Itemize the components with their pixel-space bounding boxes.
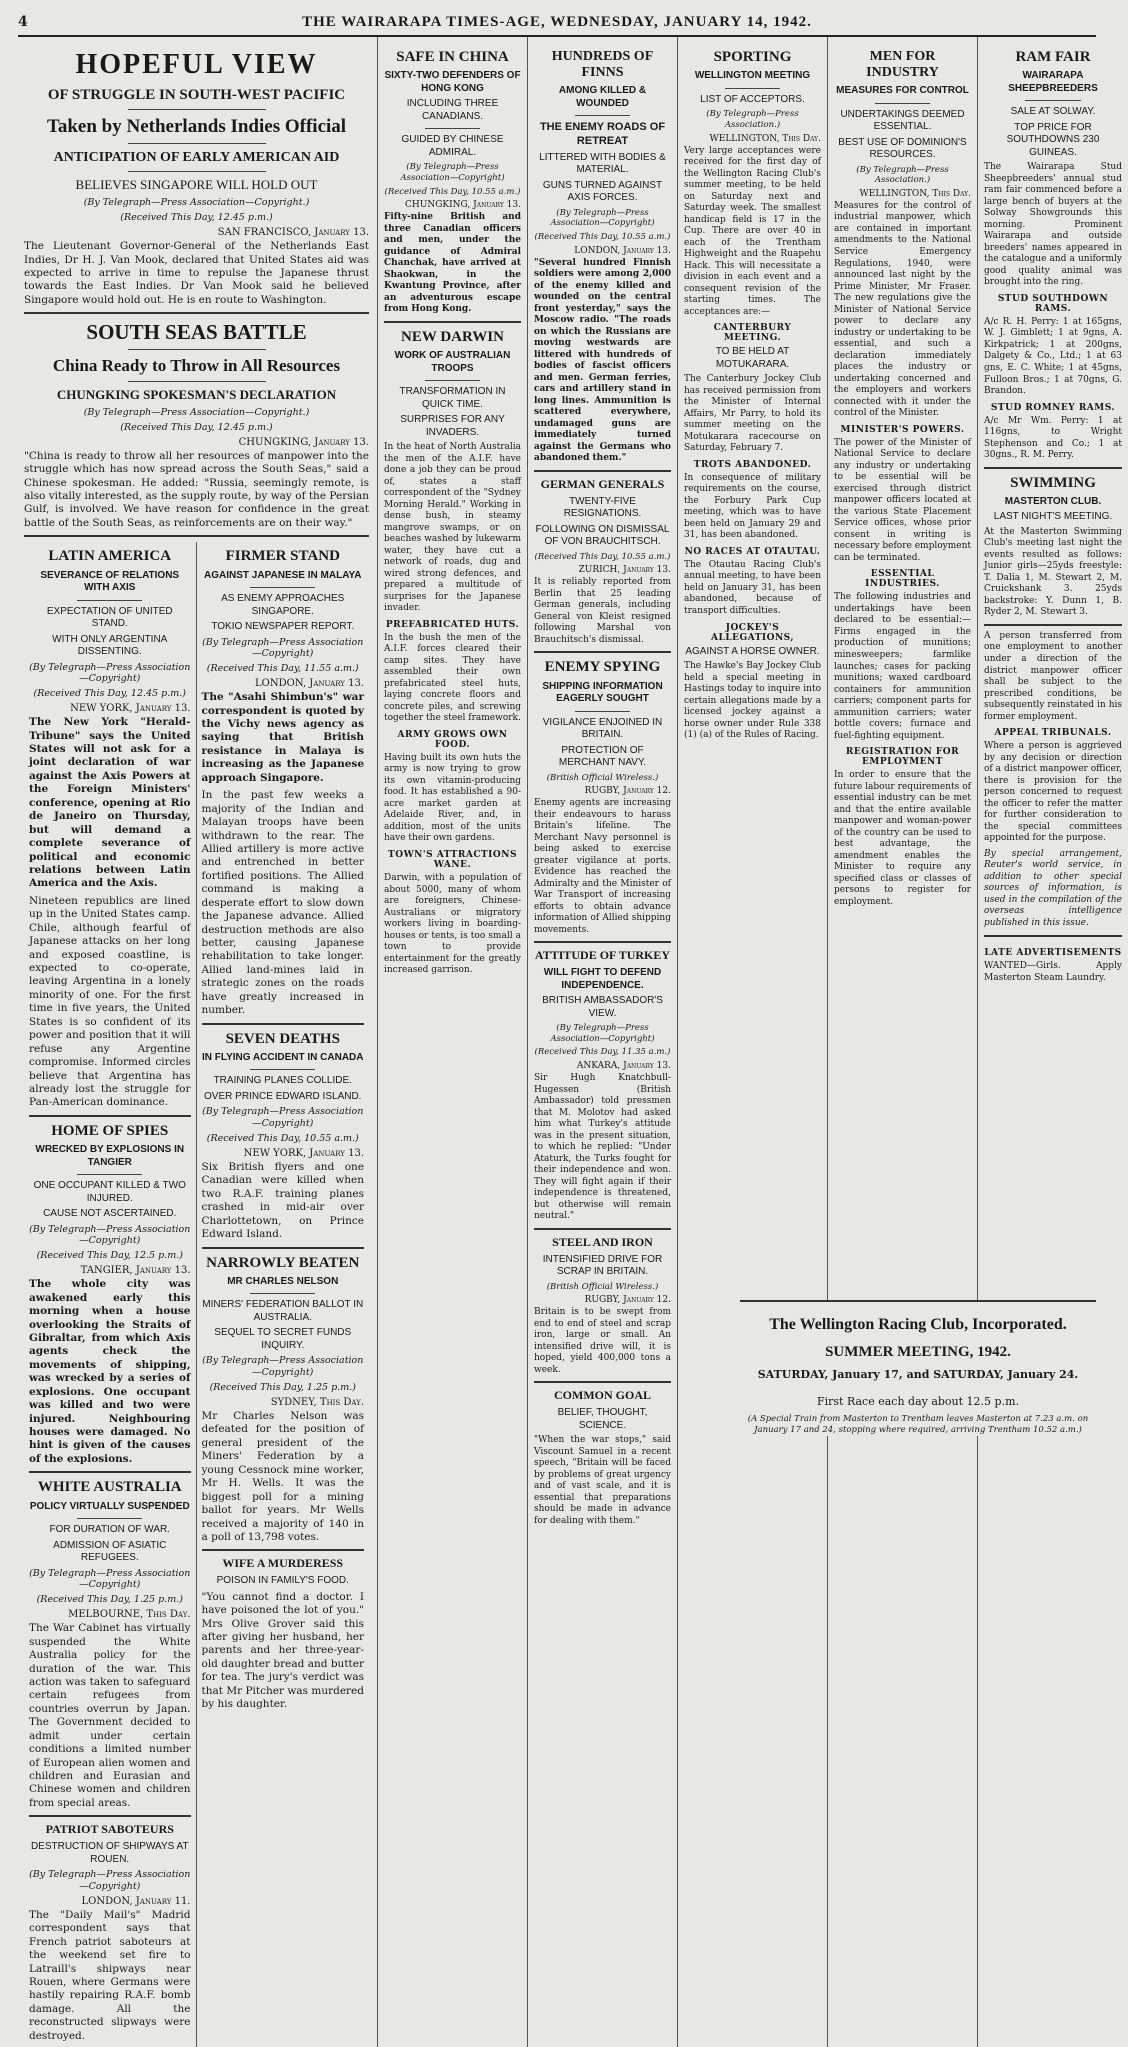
deck: WELLINGTON MEETING [694,70,811,82]
sub-column-right [197,542,370,2047]
credit: (By Telegraph—Press Association—Copyright) [29,1223,191,1247]
received: (Received This Day, 10.55 a.m.) [206,1133,359,1145]
late-ads-heading: LATE ADVERTISEMENTS [984,948,1122,959]
body: In the past few weeks a majority of the Indian and Malayan troops have been withdrawn to the rear. The Allied artillery is more active and entrenched in better fortified positions. The Allied command is making a desperate effort to slow down the Japanese advance. Allied destruction methods are also better, causing Japanese rehabilitation to take longer. Allied land-mines laid in strategic zones on the roads have greatly increased in number. [201,789,364,1017]
deck: EXPECTATION OF UNITED STAND. [46,605,173,629]
body: The Otautau Racing Club's annual meeting, to have been held on January 31, has been abandoned, because of transport difficulties. [684,559,821,616]
deck: IN FLYING ACCIDENT IN CANADA [202,1051,364,1063]
subheading: TROTS ABANDONED. [693,459,812,470]
deck: VIGILANCE ENJOINED IN BRITAIN. [542,716,663,741]
received: (Received This Day, 12.45 p.m.) [33,688,186,700]
lead-paragraph: The New York "Herald-Tribune" says the United States will not ask for a joint declaration of war against the Axis Powers at the Foreign Ministers' conference, opening at Rio de Janeiro on Thursday, but will demand a complete severance of political and economic relations between Latin America and the Axis. [29,716,191,890]
deck: ADMISSION OF ASIATIC REFUGEES. [53,1539,167,1564]
credit: (British Official Wireless.) [546,772,659,783]
credit: (By Telegraph—Press Association—Copyright) [202,636,364,660]
received: (Received This Day, 12.45 p.m.) [120,421,273,433]
headline: FIRMER STAND [225,548,340,565]
deck: AGAINST JAPANESE IN MALAYA [204,569,362,581]
received: (Received This Day, 12.5 p.m.) [36,1250,183,1262]
credit: (By Telegraph—Press Association—Copyright) [202,1106,364,1130]
deck: POLICY VIRTUALLY SUSPENDED [29,1500,190,1512]
body: Nineteen republics are lined up in the United States camp. Chile, although fearful of Japanese attacks on her long and exposed coastline, is expected to co-operate, leaving Argentina in a lonely minority of one. For the first time in five years, the United States is so confident of its power and position that it will refuse any Argentine compromise. Informed circles believe that Argentina has already lost the struggle for Pan-American dominance. [29,894,191,1109]
body: Very large acceptances were received for the first day of the Wellington Racing Club's summer meeting, to be held on Saturday next and Saturday week. The smallest handicap field is 17 in the Cup. There are over 40 in each of the Trentham Highweight and the Ruapehu Hack. This will necessitate a division in each event and a consequent revision of the starting times. The acceptances are:— [684,145,821,317]
sub-columns [24,542,369,2047]
deck: INCLUDING THREE CANADIANS. [406,98,499,122]
body: The Wairarapa Stud Sheepbreeders' annual stud ram fair commenced before a large bench of buyers at the Solway Showgrounds this morning. Prominent Wairarapa and outside breeders' names appeared in the catalogue and a uniformly good quality animal was brought into the ring. [984,162,1122,288]
dateline: LONDON, January 11. [81,1895,191,1907]
article-white-australia [29,1479,191,1810]
deck: ANTICIPATION OF EARLY AMERICAN AID [53,150,340,166]
subheading: NO RACES AT OTAUTAU. [684,546,821,557]
headline: NARROWLY BEATEN [206,1254,360,1271]
reuters-note: By special arrangement, Reuter's world service, in addition to other special sources of information, is used in the compilation of the overseas intelligence published in this issue. [984,848,1122,928]
dateline: CHUNGKING, January 13. [238,436,369,448]
body: A person transferred from one employment to another under a direction of the district manpower officer shall be subject to the prescribed conditions, be subsequently reinstated in his former employment. [984,630,1122,722]
credit: (By Telegraph—Press Association—Copyright) [29,661,191,685]
article-sporting [684,49,821,742]
article-hundreds-of-finns [534,49,671,465]
dateline: SAN FRANCISCO, January 13. [217,227,369,239]
credit: (By Telegraph—Press Association.) [706,109,799,130]
ad-title: The Wellington Racing Club, Incorporated. [769,1316,1067,1333]
deck: PROTECTION OF MERCHANT NAVY. [558,744,647,769]
dateline: LONDON, January 13. [255,678,364,690]
deck: WITH ONLY ARGENTINA DISSENTING. [52,633,168,657]
lead-column [18,37,378,2047]
headline: MEN FOR INDUSTRY [866,49,939,81]
column-5 [828,37,978,2047]
column-2 [378,37,528,2047]
sub-column-left [24,542,197,2047]
headline: PATRIOT SABOTEURS [45,1822,174,1837]
article-safe-in-china [384,49,521,316]
article-steel-and-iron [534,1236,671,1377]
deck: TOP PRICE FOR SOUTHDOWNS 230 GUINEAS. [1006,121,1100,158]
body: "China is ready to throw all her resources of manpower into the struggle which has now spread across the South Seas," said a Chinese spokesman. He added: "Russia, seemingly remote, is also vitally interested, as the supply route, by way of the Persian Gulf, is involved. We have reason for confidence in the great battle of the South Seas, as reinforcements are on their way." [24,449,369,529]
article-home-of-spies [29,1123,191,1467]
body: The Hawke's Bay Jockey Club held a special meeting in Hastings today to inquire into certain allegations made by a licensed jockey against a horse owner under Rule 338 (1) (a) of the Rules of Racing. [684,661,821,741]
dateline: CHUNGKING, January 13. [405,200,521,211]
deck: BELIEVES SINGAPORE WILL HOLD OUT [75,177,318,193]
body: Having built its own huts the army is now trying to grow its own vitamin-producing food. It has established a 90-acre market garden at Adelaide River, and, in addition, most of the units have their own gardens. [384,752,521,844]
headline: GERMAN GENERALS [540,476,665,491]
body: Measures for the control of industrial manpower, which are contained in important amendments to the National Service Emergency Regulations, 1940, were announced last night by the Prime Minister, Mr Fraser. The new regulations give the Minister of National Service power to declare any industry or undertaking to be essential, and such a declaration immediately places the industry or undertaking concerned and the employers and workers connected with it under the control of the Minister. [834,200,971,419]
body: A/c Mr Wm. Perry: 1 at 116gns, to Wright Stephenson and Co.; 1 at 30gns., R. M. Perry. [984,415,1122,461]
deck: UNDERTAKINGS DEEMED ESSENTIAL. [840,108,965,133]
deck: FOR DURATION OF WAR. [49,1524,171,1536]
article-narrowly-beaten [202,1255,365,1545]
subheading: CANTERBURY MEETING. [713,323,792,344]
subheading: APPEAL TRIBUNALS. [994,728,1112,739]
dateline: RUGBY, January 12. [584,1295,671,1306]
received: (Received This Day, 11.55 a.m.) [206,663,359,675]
subheading: ARMY GROWS OWN FOOD. [397,729,508,750]
deck: LIST OF ACCEPTORS. [700,93,805,105]
credit: (By Telegraph—Press Association—Copyright.) [83,406,310,418]
body: In the bush the men of the A.I.F. forces cleared their camp sites. They have assembled their own prefabricated steel huts, laying concrete floors and concrete piles, and screwing together the steel framework. [384,632,521,724]
deck: OF STRUGGLE IN SOUTH-WEST PACIFIC [47,87,346,104]
deck: LAST NIGHT'S MEETING. [993,511,1113,523]
deck: BELIEF, THOUGHT, SCIENCE. [557,1407,648,1431]
received: (Received This Day, 1.25 p.m.) [36,1594,183,1606]
deck: TRANSFORMATION IN QUICK TIME. [399,386,506,410]
headline: SAFE IN CHINA [396,49,509,65]
dateline: TANGIER, January 13. [80,1265,191,1277]
page-number: 4 [18,14,28,30]
deck: SHIPPING INFORMATION EAGERLY SOUGHT [542,680,663,705]
body: The Canterbury Jockey Club has received permission from the Minister of Internal Affairs, Mr Parry, to hold its summer meeting on the Motukarara racecourse on Saturday, February 7. [684,374,821,454]
body: The Lieutenant Governor-General of the Netherlands East Indies, Dr H. J. Van Mook, declared that United States aid was expected to arrive in time to repulse the Japanese thrust towards the East Indies. Dr Van Mook said he believed Singapore would hold out. He is en route to Washington. [24,240,369,306]
received: (Received This Day, 10.55 a.m.) [534,551,671,562]
deck: OVER PRINCE EDWARD ISLAND. [204,1090,362,1102]
dateline: NEW YORK, January 13. [70,703,191,715]
deck: CAUSE NOT ASCERTAINED. [43,1208,177,1220]
headline: ENEMY SPYING [544,659,661,676]
deck: INTENSIFIED DRIVE FOR SCRAP IN BRITAIN. [542,1253,663,1278]
deck: TOKIO NEWSPAPER REPORT. [211,621,355,632]
article-attitude-of-turkey [534,949,671,1222]
body: Britain is to be swept from end to end of steel and scrap iron, large or small. An intensified drive will, it is hoped, yield 400,000 tons a week. [534,1307,671,1375]
received: (Received This Day, 10.55 a.m.) [534,231,671,242]
article-seven-deaths [202,1031,365,1242]
headline: LATIN AMERICA [48,548,172,565]
deck: AMONG KILLED & WOUNDED [558,85,647,109]
body: At the Masterton Swimming Club's meeting last night the events resulted as follows: Junior girls—25yds freestyle: T. Dalia 1, M. Stewart 2, M. Cruickshank 3. 25yds backstroke: Y. Dunn 1, B. Ryder 2, M. Stewart 3. [984,526,1122,618]
body: Fifty-nine British and three Canadian officers and men, under the guidance of Admiral Chanchak, have arrived at Shaokwan, in the Kwantung Province, after an adventurous escape from Hong Kong. [384,212,521,315]
headline: SEVEN DEATHS [225,1030,340,1047]
dateline: ANKARA, January 13. [576,1061,671,1072]
article-german-generals [534,478,671,647]
article-common-goal [534,1389,671,1527]
body: "When the war stops," said Viscount Samuel in a recent speech, "Britain will be faced by problems of great urgency and of vast scale, and it is essential that preparations should be made in advance for dealing with them." [534,1435,671,1526]
body: The power of the Minister of National Service to declare any industry or undertaking to be essential will be exercised through district manpower officers located at the various State Placement Service offices, whose prior consent in writing is necessary before employment can be terminated. [834,437,971,563]
body: Mr Charles Nelson was defeated for the position of general president of the Miners' Federation by a young Cessnock mine worker, Mr H. Wells. It was the biggest poll for a mining ballot for years. Mr Wells received a majority of 140 in a poll of 13,798 votes. [201,1410,364,1543]
headline: SWIMMING [1010,474,1096,491]
deck: TWENTY-FIVE RESIGNATIONS. [563,495,642,520]
body: "Several hundred Finnish soldiers were among 2,000 of the enemy killed and wounded on the central front yesterday," says the Moscow radio. "The roads on which the Russians are moving westwards are littered with hundreds of bodies of fascist officers and men. German ferries, cars and artillery stand in long lines. Ammunition is scattered everywhere, undamaged guns are immediately turned against the Germans who abandoned them." [534,257,671,464]
deck: GUNS TURNED AGAINST AXIS FORCES. [542,179,663,204]
headline: HOPEFUL VIEW [75,49,318,80]
body: In order to ensure that the future labour requirements of essential industry can be met and that the entire available manpower and woman-power of the country can be used to best advantage, the amendment enables the Minister to require any specified class or classes of persons to register for employment. [834,770,971,907]
dateline: LONDON, January 13. [574,245,671,256]
deck: THE ENEMY ROADS OF RETREAT [539,121,666,147]
subheading: STUD ROMNEY RAMS. [990,402,1116,413]
subheading: ESSENTIAL INDUSTRIES. [865,569,940,590]
deck: TRAINING PLANES COLLIDE. [213,1075,352,1087]
deck: SIXTY-TWO DEFENDERS OF HONG KONG [384,70,521,94]
deck: SEQUEL TO SECRET FUNDS INQUIRY. [214,1327,352,1351]
body: In consequence of military requirements on the course, the Forbury Park Cup meeting, which was to have been held on January 29 and 31, has been abandoned. [684,472,821,541]
received: (Received This Day, 12.45 p.m.) [120,212,273,224]
dateline: MELBOURNE, This Day. [68,1609,191,1621]
credit: (British Official Wireless.) [546,1281,659,1292]
deck: SURPRISES FOR ANY INVADERS. [400,414,505,438]
article-enemy-spying [534,659,671,936]
headline: HOME OF SPIES [51,1122,169,1139]
masthead [18,14,1096,37]
received: (Received This Day, 11.35 a.m.) [534,1047,671,1058]
headline: HUNDREDS OF FINNS [551,49,654,81]
deck: AGAINST A HORSE OWNER. [685,645,820,657]
lead-paragraph: The whole city was awakened early this morning when a house overlooking the Straits of Gibraltar, from which Axis agents check the movements of shipping, was wrecked by a series of explosions. One occupant was killed and two were injured. Neighbouring houses were damaged. No hint is given of the causes of the explosions. [29,1278,191,1465]
deck: DESTRUCTION OF SHIPWAYS AT ROUEN. [30,1841,189,1865]
deck: MR CHARLES NELSON [227,1275,339,1287]
body: Sir Hugh Knatchbull-Hugessen (British Ambassador) told pressmen that M. Molotov had asked him what Turkey's attitude was in the present situation, to which he replied: "Under Ataturk, the Turks fought for their independence and won. They will fight again if their independence is threatened, but otherwise will remain neutral." [534,1073,671,1222]
headline: ATTITUDE OF TURKEY [534,948,671,963]
subheading: TOWN'S ATTRACTIONS WANE. [388,850,517,870]
body: It is reliably reported from Berlin that 25 leading German generals, including General von Kleist resigned following Marshal von Brauchitsch's dismissal. [534,577,671,645]
received: (Received This Day, 10.55 a.m.) [384,186,521,197]
received: (Received This Day, 1.25 p.m.) [209,1382,356,1394]
deck: Taken by Netherlands Indies Official [46,116,347,138]
article-firmer-stand [202,548,365,1017]
headline: NEW DARWIN [401,328,504,345]
deck: BRITISH AMBASSADOR'S VIEW. [542,995,663,1019]
subheading: PREFABRICATED HUTS. [385,619,520,630]
column-4 [678,37,828,2047]
article-latin-america [29,548,191,1110]
headline: SOUTH SEAS BATTLE [86,320,307,345]
ad-meeting: SUMMER MEETING, 1942. [825,1344,1011,1361]
deck: FOLLOWING ON DISMISSAL OF VON BRAUCHITSCH. [535,523,670,548]
dateline: SYDNEY, This Day. [270,1397,364,1408]
deck: TO BE HELD AT MOTUKARARA. [715,346,790,370]
body: Where a person is aggrieved by any decision or direction of a district manpower officer, there is provision for the person concerned to request the officer to refer the matter for further consideration to the special committees appointed for the purpose. [984,741,1122,844]
deck: AS ENEMY APPROACHES SINGAPORE. [221,593,345,617]
headline: STEEL AND IRON [552,1234,653,1249]
article-ram-fair [984,49,1122,462]
article-men-for-industry [834,49,971,908]
deck: BEST USE OF DOMINION'S RESOURCES. [838,136,967,161]
credit: (By Telegraph—Press Association—Copyright) [400,162,505,183]
article-south-seas-battle [24,320,369,530]
body: A/c R. H. Perry: 1 at 165gns, W. J. Gimblett; 1 at 9gns, A. Kirkpatrick; 1 at 200gns, Dalgety & Co., Ltd.; 1 at 63 gns, E. C. White; 1 at 45gns, Fulloon Bros.; 1 at 70gns, G. Brandon. [984,316,1122,397]
deck: MASTERTON CLUB. [1004,495,1102,507]
deck: SALE AT SOLWAY. [1010,106,1096,118]
ad-train: (A Special Train from Masterton to Trentham leaves Masterton at 7.23 a.m. on January 17 and 24, stopping where required, arriving Trentham 10.52 a.m.) [747,1413,1089,1435]
article-wife-murderess [202,1557,365,1711]
subheading: REGISTRATION FOR EMPLOYMENT [845,747,960,768]
article-patriot-saboteurs [29,1823,191,2043]
subheading: MINISTER'S POWERS. [840,424,965,435]
body: "You cannot find a doctor. I have poisoned the lot of you." Mrs Olive Grover said this after giving her husband, her parents and her three-year-old daughter bread and butter for tea. The jury's verdict was that Mr Pitcher was murdered by his daughter. [201,1590,364,1711]
column-3 [528,37,678,2047]
body: The "Daily Mail's" Madrid correspondent says that French patriot saboteurs at the weekend set fire to Latraill's shipways near Rouen, where Germans were hastily repairing R.A.F. bomb damage. All the reconstructed slipways were destroyed. [29,1908,191,2042]
deck: MEASURES FOR CONTROL [836,85,969,97]
credit: (By Telegraph—Press Association—Copyright) [550,207,655,229]
deck: GUIDED BY CHINESE ADMIRAL. [401,134,504,158]
headline: WIFE A MURDERESS [222,1556,344,1571]
subheading: JOCKEY'S ALLEGATIONS, [711,622,794,643]
headline: COMMON GOAL [554,1388,651,1403]
article-appeal-tribunals [984,631,1122,845]
credit: (By Telegraph—Press Association—Copyright) [550,1023,655,1044]
credit: (By Telegraph—Press Association—Copyright) [29,1869,191,1892]
dateline: WELLINGTON, This Day. [859,188,971,199]
dateline: ZURICH, January 13. [578,565,671,576]
deck: MINERS' FEDERATION BALLOT IN AUSTRALIA. [202,1299,364,1323]
article-new-darwin [384,329,521,977]
ad-dates: SATURDAY, January 17, and SATURDAY, January 24. [757,1367,1079,1381]
body: Darwin, with a population of about 5000, many of whom are foreigners, Chinese-Australians or migratory workers living in boarding-houses or tents, is too small a town to provide entertainment for the greatly increased garrison. [384,873,521,976]
deck: ONE OCCUPANT KILLED & TWO INJURED. [33,1180,186,1204]
deck: WILL FIGHT TO DEFEND INDEPENDENCE. [543,967,662,991]
headline: SPORTING [713,49,792,65]
deck: WORK OF AUSTRALIAN TROOPS [394,350,511,374]
dateline: WELLINGTON, This Day. [709,133,821,144]
deck: WRECKED BY EXPLOSIONS IN TANGIER [35,1144,185,1168]
racing-advertisement [740,1300,1096,1436]
deck: LITTERED WITH BODIES & MATERIAL. [539,151,666,176]
deck: CHUNGKING SPOKESMAN'S DECLARATION [56,386,337,402]
article-swimming [984,475,1122,619]
credit: (By Telegraph—Press Association.) [856,164,949,186]
newspaper-title: THE WAIRARAPA TIMES-AGE, WEDNESDAY, JANUARY 14, 1942. [302,14,812,30]
body: The War Cabinet has virtually suspended the White Australia policy for the duration of the war. This action was taken to safeguard certain refugees from countries overrun by Japan. The Government decided to admit under certain conditions a limited number of European alien women and children and Eurasian and Chinese women and children from special areas. [29,1622,191,1809]
deck: China Ready to Throw in All Resources [52,356,341,376]
credit: (By Telegraph—Press Association—Copyright) [29,1567,191,1591]
credit: (By Telegraph—Press Association—Copyright.) [83,197,310,209]
credit: (By Telegraph—Press Association—Copyright) [202,1355,364,1379]
headline: WHITE AUSTRALIA [37,1479,182,1496]
body: Enemy agents are increasing their endeavours to harass Britain's lifeline. The Merchant Navy personnel is being asked to exercise greater vigilance at ports. Evidence has reached the Admiralty and the Minister of War Transport of increasing efforts to obtain advance information of Allied shipping movements. [534,798,671,935]
body: In the heat of North Australia the men of the A.I.F. have done a job they can be proud of, states a staff correspondent of the "Sydney Morning Herald." Working in dense bush, in steamy mangrove swamps, or on beaches washed by lukewarm water, they have cut a network of roads, dug and wired strong defences, and prepared a multitude of surprises for the Japanese invader. [384,442,521,614]
headline: RAM FAIR [1015,49,1091,65]
deck: WAIRARAPA SHEEPBREEDERS [1008,70,1098,94]
ad-first-race: First Race each day about 12.5 p.m. [816,1394,1020,1408]
column-6 [978,37,1128,2047]
dateline: NEW YORK, January 13. [243,1148,364,1159]
subheading: STUD SOUTHDOWN RAMS. [997,293,1109,314]
dateline: RUGBY, January 12. [584,786,671,797]
lead-paragraph: The "Asahi Shimbun's" war correspondent is quoted by the Vichy news agency as saying that British resistance in Malaya is increasing as the Japanese approach Singapore. [201,691,364,784]
late-ad: WANTED—Girls. Apply Masterton Steam Laundry. [984,961,1122,983]
body: The following industries and undertakings have been declared to be essential:—Firms engaged in the production of munitions; minesweepers; farmlike launches; cases for packing munitions; waxed cardboard containers for ammunition carriers; component parts for ammunition carriers; water bottle covers; furnace and fuel-fighting equipment. [834,592,971,741]
article-hopeful-view [24,49,369,307]
deck: SEVERANCE OF RELATIONS WITH AXIS [40,569,180,593]
body: Six British flyers and one Canadian were killed when two R.A.F. training planes crashed in mid-air over Charlottetown, on Prince Edward Island. [201,1161,364,1241]
late-advertisements [984,935,1122,984]
deck: POISON IN FAMILY'S FOOD. [216,1575,349,1587]
